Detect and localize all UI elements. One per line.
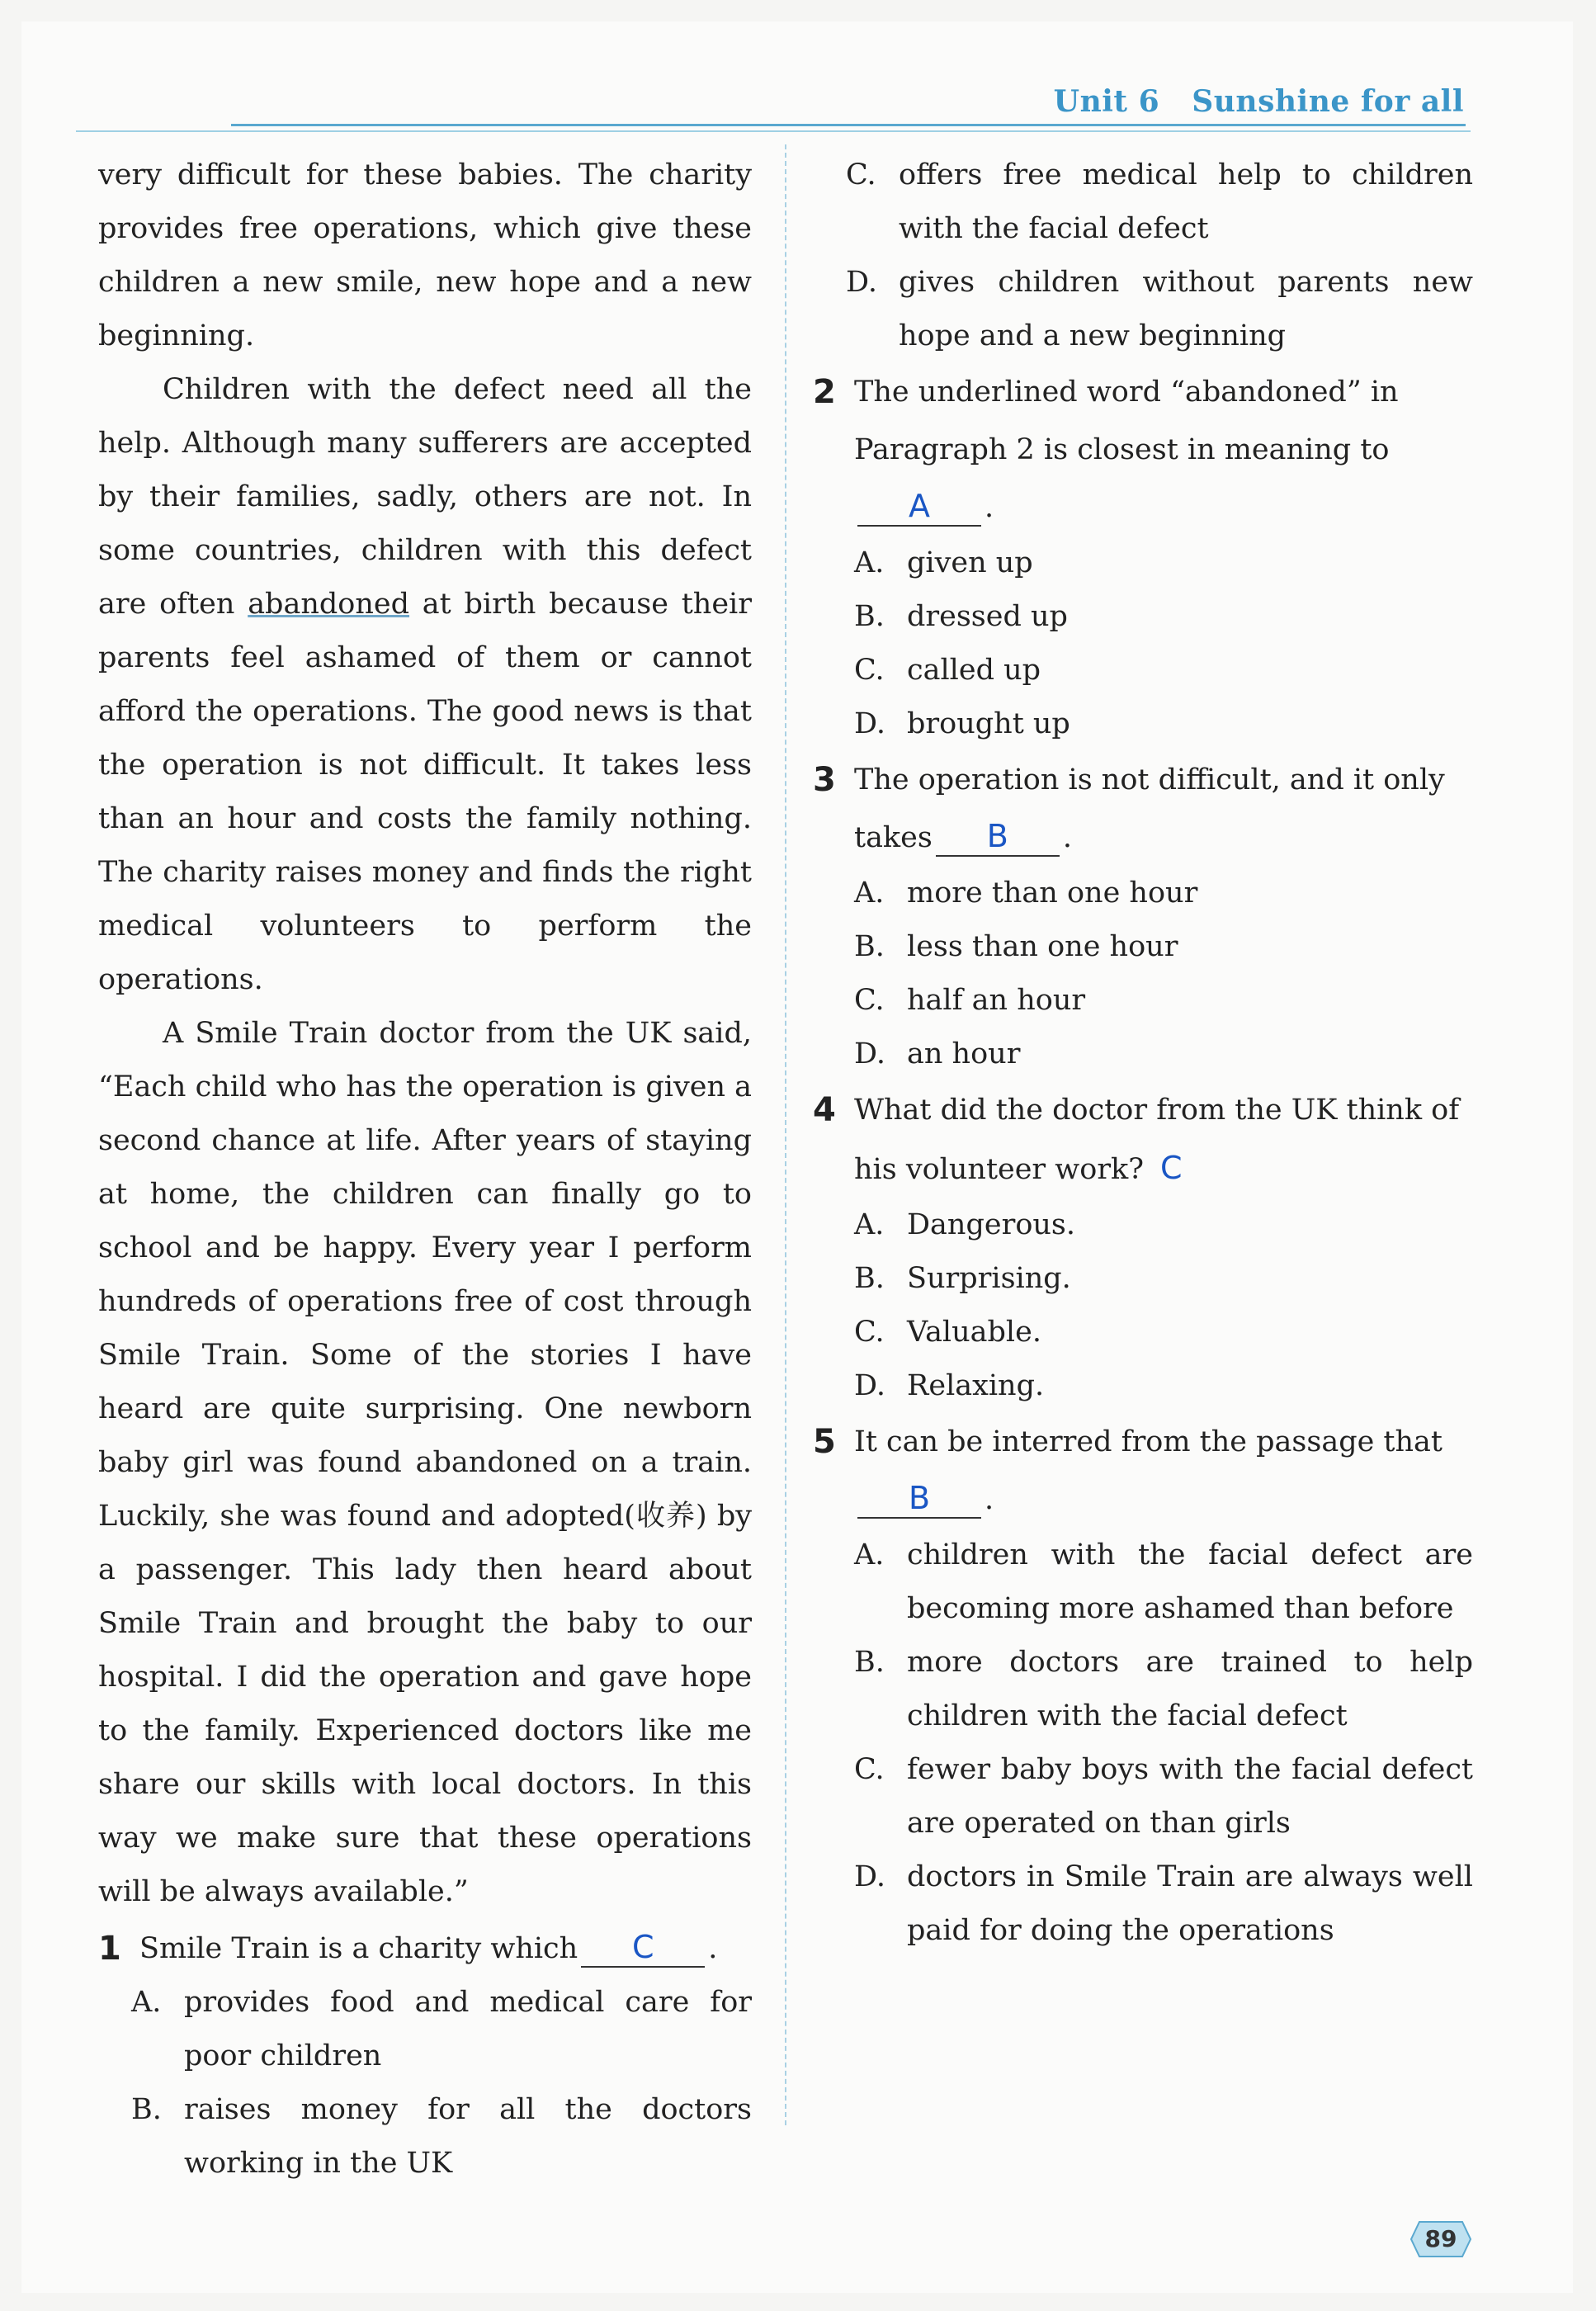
question-number: 4: [813, 1091, 836, 1129]
option-letter: B.: [854, 600, 885, 633]
option-text: raises money for all the doctors working in the UK: [184, 2093, 752, 2180]
p2-text-after: at birth because their parents feel ashamed of them or cannot afford the operations. The good news is that the operation is not difficult. It takes less than an hour and costs the family nothing. The charity raises money and finds the right medical volunteers to perform the operations.: [98, 588, 752, 996]
question-number: 3: [813, 761, 836, 799]
option-b: [854, 920, 1473, 974]
option-text: Dangerous.: [907, 1208, 1076, 1241]
underlined-word: abandoned: [248, 588, 410, 621]
option-text: Surprising.: [907, 1262, 1071, 1295]
option-text: fewer baby boys with the facial defect are operated on than girls: [907, 1753, 1473, 1840]
question-1: [98, 1922, 752, 1976]
unit-title: Sunshine for all: [1192, 84, 1464, 119]
option-letter: C.: [854, 1316, 885, 1349]
question-number: 2: [813, 373, 836, 411]
option-b: [854, 1636, 1473, 1743]
option-letter: C.: [854, 654, 885, 687]
passage-paragraph-2: [98, 363, 752, 1007]
option-text: dressed up: [907, 600, 1068, 633]
option-letter: C.: [854, 1753, 885, 1786]
option-text: more than one hour: [907, 877, 1198, 910]
option-d: [846, 256, 1473, 363]
question-tail: .: [708, 1932, 718, 1965]
option-letter: B.: [854, 930, 885, 963]
option-c: [854, 1306, 1473, 1359]
passage-paragraph-3: A Smile Train doctor from the UK said, “Each child who has the operation is given a second chance at life. After years of staying at home, the children can finally go to school and be happy. Every year I perform hundreds of operations free of cost through Smile Train. Some of the stories I have heard are quite surprising. One newborn baby girl was found abandoned on a train. Luckily, she was found and adopted(收养) by a passenger. This lady then heard about Smile Train and brought the baby to our hospital. I did the operation and gave hope to the family. Experienced doctors like me share our skills with local doctors. In this way we make sure that these operations will be always available.”: [98, 1017, 752, 1908]
option-d: [854, 697, 1473, 751]
option-text: half an hour: [907, 984, 1086, 1017]
header-rule: [76, 125, 1471, 132]
question-tail: .: [985, 491, 994, 524]
unit-header: [1054, 84, 1464, 119]
option-text: doctors in Smile Train are always well paid for doing the operations: [907, 1860, 1473, 1947]
option-text: Relaxing.: [907, 1369, 1045, 1402]
question-2: [813, 363, 1473, 536]
option-c: [854, 644, 1473, 697]
option-b: [854, 1252, 1473, 1306]
question-tail: .: [1062, 821, 1072, 854]
option-a: [854, 1529, 1473, 1636]
question-stem: What did the doctor from the UK think of his volunteer work?: [854, 1094, 1460, 1186]
answer-blank: A: [857, 487, 981, 527]
option-text: provides food and medical care for poor children: [184, 1986, 752, 2072]
unit-label: Unit 6: [1053, 84, 1160, 119]
question-4-options: [813, 1198, 1473, 1413]
option-letter: D.: [846, 266, 877, 299]
answer-inline: C: [1160, 1150, 1183, 1186]
option-d: [854, 1850, 1473, 1958]
question-1-options: [98, 1976, 752, 2190]
option-letter: D.: [854, 707, 885, 740]
option-text: given up: [907, 546, 1033, 579]
option-letter: A.: [854, 546, 885, 579]
option-c: [854, 974, 1473, 1028]
option-text: gives children without parents new hope and a new beginning: [899, 266, 1473, 352]
option-a: [854, 1198, 1473, 1252]
option-c: [854, 1743, 1473, 1850]
page-number-badge: [1409, 2220, 1472, 2258]
question-number: 5: [813, 1423, 836, 1461]
option-a: [854, 867, 1473, 920]
question-stem: The underlined word “abandoned” in Paragraph 2 is closest in meaning to: [854, 376, 1399, 466]
option-letter: D.: [854, 1860, 885, 1893]
question-stem: Smile Train is a charity which: [139, 1932, 578, 1965]
option-a: [131, 1976, 752, 2083]
option-letter: A.: [854, 1208, 885, 1241]
answer-blank: C: [581, 1928, 705, 1968]
question-4: [813, 1081, 1473, 1198]
option-a: [854, 536, 1473, 590]
question-tail: .: [985, 1483, 994, 1516]
option-text: brought up: [907, 707, 1070, 740]
option-text: more doctors are trained to help children with the facial defect: [907, 1646, 1473, 1732]
passage-paragraph-1: very difficult for these babies. The charity provides free operations, which give these children a new smile, new hope and a new beginning.: [98, 158, 752, 352]
question-stem: It can be interred from the passage that: [854, 1425, 1443, 1458]
option-letter: B.: [131, 2093, 162, 2126]
question-number: 1: [98, 1930, 121, 1968]
option-text: children with the facial defect are becoming more ashamed than before: [907, 1538, 1473, 1625]
answer-blank: B: [857, 1479, 981, 1519]
option-letter: B.: [854, 1646, 885, 1679]
question-5: [813, 1413, 1473, 1529]
column-divider: [785, 144, 786, 2125]
option-text: an hour: [907, 1037, 1021, 1070]
question-2-options: [813, 536, 1473, 751]
option-text: offers free medical help to children with the facial defect: [899, 158, 1473, 245]
header-accent-bar: [231, 124, 1466, 126]
option-letter: A.: [854, 877, 885, 910]
question-3-options: [813, 867, 1473, 1081]
option-c: [846, 149, 1473, 256]
option-letter: A.: [854, 1538, 885, 1571]
option-text: Valuable.: [907, 1316, 1041, 1349]
p2-text-before: Children with the defect need all the help. Although many sufferers are accepted by their families, sadly, others are not. In some countries, children with this defect are often: [98, 373, 752, 621]
option-d: [854, 1359, 1473, 1413]
option-letter: B.: [854, 1262, 885, 1295]
option-letter: D.: [854, 1037, 885, 1070]
page-number: 89: [1424, 2225, 1457, 2252]
question-stem: The operation is not difficult, and it only takes: [854, 763, 1445, 854]
question-3: [813, 751, 1473, 867]
option-letter: D.: [854, 1369, 885, 1402]
right-column: [813, 149, 1473, 1958]
question-1-options-continued: [813, 149, 1473, 363]
option-d: [854, 1028, 1473, 1081]
question-5-options: [813, 1529, 1473, 1958]
option-letter: C.: [854, 984, 885, 1017]
option-letter: A.: [131, 1986, 162, 2019]
option-b: [131, 2083, 752, 2190]
option-text: less than one hour: [907, 930, 1178, 963]
answer-blank: B: [936, 817, 1060, 857]
option-b: [854, 590, 1473, 644]
option-letter: C.: [846, 158, 876, 191]
left-column: [98, 149, 752, 2190]
option-text: called up: [907, 654, 1041, 687]
